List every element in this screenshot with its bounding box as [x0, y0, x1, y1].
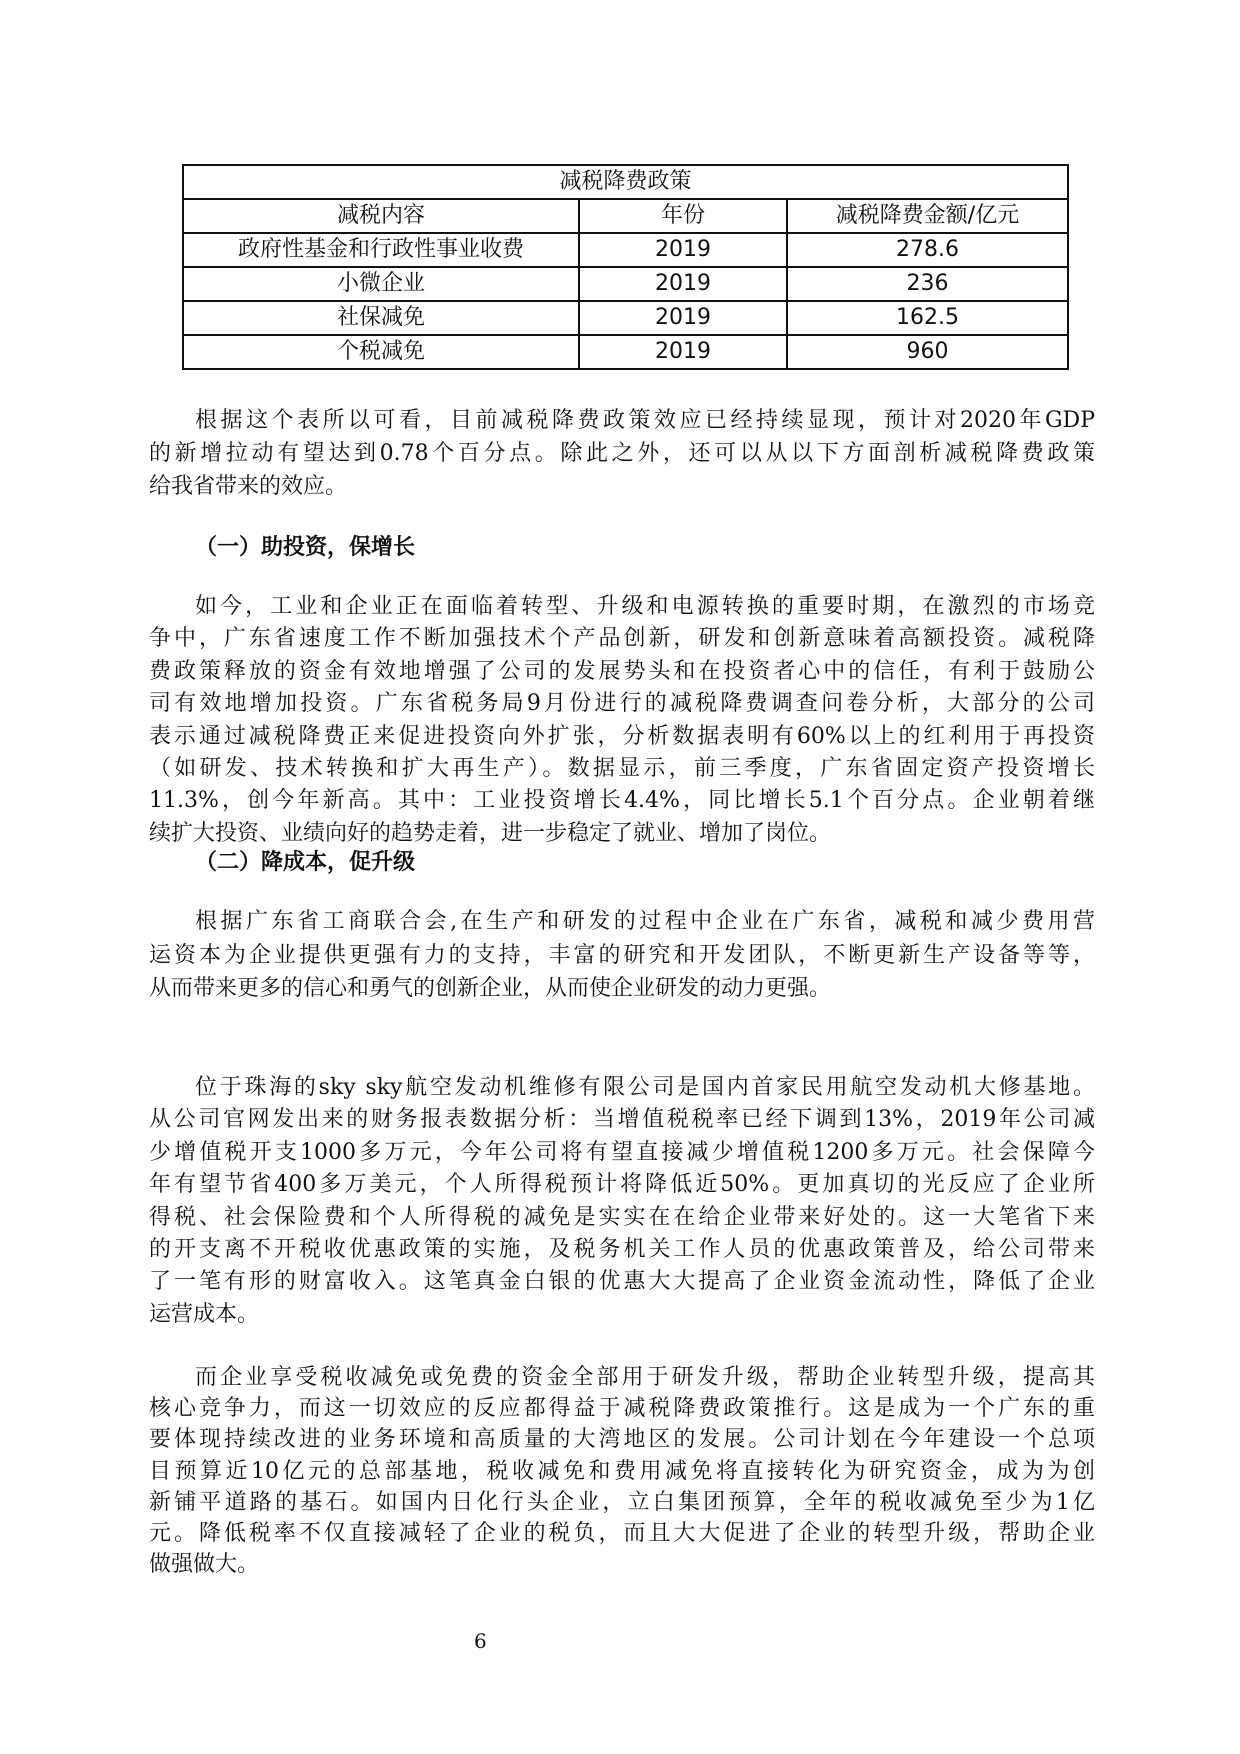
paragraph-4-line: 运营成本。	[149, 1301, 260, 1327]
table-title-row	[183, 165, 1068, 199]
cell-amount: 278.6	[787, 233, 1068, 267]
paragraph-4-line: 从公司官网发出来的财务报表数据分析：当增值税税率已经下调到13%，2019年公司减	[149, 1107, 1095, 1133]
header-amount: 减税降费金额/亿元	[787, 199, 1068, 233]
paragraph-1-line: 给我省带来的效应。	[149, 474, 348, 499]
paragraph-5-line: 要体现持续改进的业务环境和高质量的大湾地区的发展。公司计划在今年建设一个总项	[149, 1427, 1095, 1453]
paragraph-5-line: 元。降低税率不仅直接减轻了企业的税负，而且大大促进了企业的转型升级，帮助企业	[149, 1521, 1095, 1546]
paragraph-4-line: 位于珠海的sky sky航空发动机维修有限公司是国内首家民用航空发动机大修基地。	[195, 1075, 1095, 1100]
paragraph-4-line: 得税、社会保险费和个人所得税的减免是实实在在给企业带来好处的。这一大笔省下来	[149, 1204, 1095, 1230]
cell-year: 2019	[579, 335, 787, 369]
cell-amount: 162.5	[787, 301, 1068, 335]
paragraph-5-line: 而企业享受税收减免或免费的资金全部用于研发升级，帮助企业转型升级，提高其	[195, 1365, 1095, 1390]
cell-content: 小微企业	[183, 267, 579, 301]
cell-content: 社保减免	[183, 301, 579, 335]
section-heading-2: （二）降成本，促升级	[195, 850, 416, 875]
tax-reduction-table	[182, 164, 1069, 370]
cell-year: 2019	[579, 267, 787, 301]
table-row	[183, 301, 1068, 335]
cell-year: 2019	[579, 233, 787, 267]
header-content: 减税内容	[183, 199, 579, 233]
paragraph-4-line: 年有望节省400多万美元，个人所得税预计将降低近50%。更加真切的光反应了企业所	[149, 1172, 1095, 1198]
paragraph-2-line: 争中，广东省速度工作不断加强技术个产品创新，研发和创新意味着高额投资。减税降	[149, 626, 1095, 652]
table-row	[183, 233, 1068, 267]
paragraph-2-line: 表示通过减税降费正来促进投资向外扩张，分析数据表明有60%以上的红利用于再投资	[149, 723, 1095, 749]
paragraph-2-line: 司有效地增加投资。广东省税务局9月份进行的减税降费调查问卷分析，大部分的公司	[149, 691, 1095, 717]
cell-content: 个税减免	[183, 335, 579, 369]
table-row	[183, 267, 1068, 301]
table-title: 减税降费政策	[183, 165, 1068, 199]
paragraph-4-line: 少增值税开支1000多万元，今年公司将有望直接减少增值税1200多万元。社会保障今	[149, 1139, 1095, 1165]
paragraph-4-line: 了一笔有形的财富收入。这笔真金白银的优惠大大提高了企业资金流动性，降低了企业	[149, 1269, 1095, 1295]
paragraph-3-line: 从而带来更多的信心和勇气的创新企业，从而使企业研发的动力更强。	[149, 976, 832, 1001]
paragraph-5-line: 目预算近10亿元的总部基地，税收减免和费用减免将直接转化为研究资金，成为为创	[149, 1458, 1095, 1484]
cell-amount: 960	[787, 335, 1068, 369]
paragraph-3-line: 运资本为企业提供更强有力的支持，丰富的研究和开发团队，不断更新生产设备等等，	[149, 942, 1095, 968]
section-heading-1: （一）助投资，保增长	[195, 535, 416, 560]
cell-year: 2019	[579, 301, 787, 335]
paragraph-1-line: 的新增拉动有望达到0.78个百分点。除此之外，还可以从以下方面剖析减税降费政策	[149, 441, 1095, 466]
cell-content: 政府性基金和行政性事业收费	[183, 233, 579, 267]
page-number: 6	[474, 1629, 487, 1653]
paragraph-1-line: 根据这个表所以可看，目前减税降费政策效应已经持续显现，预计对2020年GDP	[195, 408, 1095, 433]
paragraph-4-line: 的开支离不开税收优惠政策的实施，及税务机关工作人员的优惠政策普及，给公司带来	[149, 1237, 1095, 1262]
paragraph-5-line: 做强做大。	[149, 1552, 260, 1578]
cell-amount: 236	[787, 267, 1068, 301]
paragraph-2-line: 11.3%，创今年新高。其中：工业投资增长4.4%，同比增长5.1个百分点。企业朝着继	[149, 788, 1095, 814]
table-row	[183, 335, 1068, 369]
paragraph-5-line: 新铺平道路的基石。如国内日化行头企业，立白集团预算，全年的税收减免至少为1亿	[149, 1489, 1095, 1515]
header-year: 年份	[579, 199, 787, 233]
paragraph-3-line: 根据广东省工商联合会,在生产和研发的过程中企业在广东省，减税和减少费用营	[195, 909, 1095, 934]
paragraph-2-line: 如今，工业和企业正在面临着转型、升级和电源转换的重要时期，在激烈的市场竞	[195, 594, 1095, 619]
paragraph-2-line: 续扩大投资、业绩向好的趋势走着，进一步稳定了就业、增加了岗位。	[149, 820, 832, 846]
paragraph-2-line: 费政策释放的资金有效地增强了公司的发展势头和在投资者心中的信任，有利于鼓励公	[149, 658, 1095, 684]
paragraph-5-line: 核心竞争力，而这一切效应的反应都得益于减税降费政策推行。这是成为一个广东的重	[149, 1396, 1095, 1422]
paragraph-2-line: （如研发、技术转换和扩大再生产）。数据显示，前三季度，广东省固定资产投资增长	[149, 756, 1095, 781]
table-header-row	[183, 199, 1068, 233]
